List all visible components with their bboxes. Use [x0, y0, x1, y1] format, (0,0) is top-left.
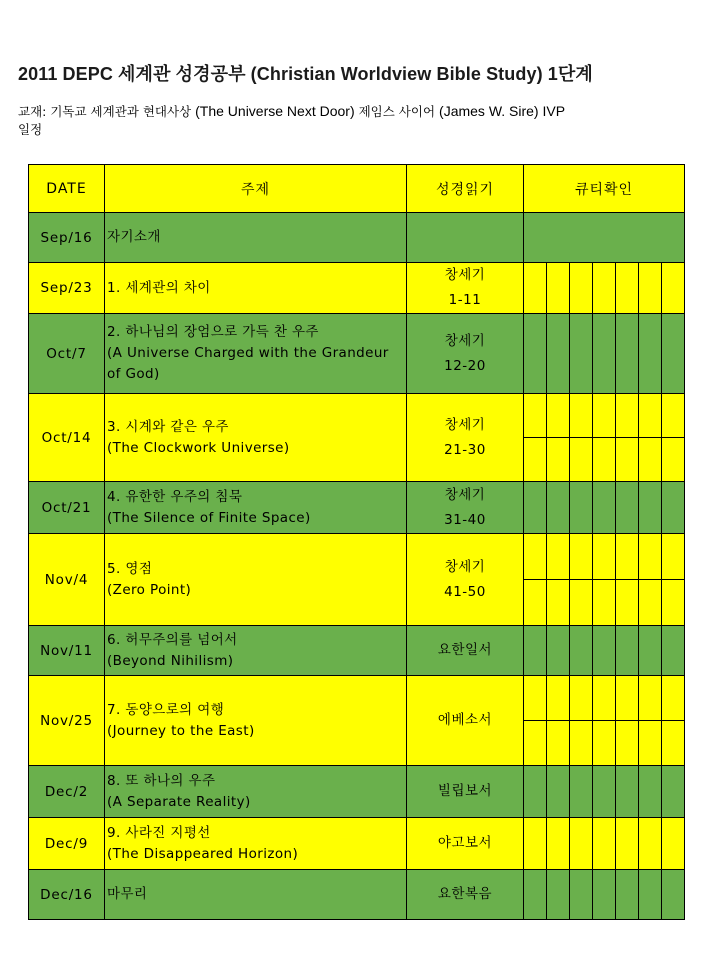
qt-check-cell: [570, 482, 593, 534]
reading-cell: [407, 263, 524, 314]
qt-check-cell: [662, 626, 685, 676]
reading-cell: [407, 534, 524, 626]
reading-cell: [407, 626, 524, 676]
date-cell: Sep/23: [29, 263, 105, 314]
topic-english: (The Clockwork Universe): [107, 439, 290, 456]
qt-check-cell: [639, 626, 662, 676]
topic-english: (The Silence of Finite Space): [107, 509, 311, 526]
reading-cell: [407, 676, 524, 766]
date-cell: Oct/14: [29, 394, 105, 482]
qt-check-cell: [593, 438, 616, 482]
reading-chapters: 1-11: [448, 292, 482, 308]
topic-english: (Zero Point): [107, 581, 192, 598]
topic-korean: 2. 하나님의 장엄으로 가득 찬 우주: [107, 324, 319, 340]
table-row: [29, 766, 685, 818]
qt-check-cell: [616, 394, 639, 438]
qt-check-cell: [662, 721, 685, 766]
topic-cell: [105, 870, 407, 920]
qt-check-cell: [524, 213, 685, 263]
qt-check-cell: [593, 263, 616, 314]
qt-check-cell: [570, 314, 593, 394]
reading-book: 요한복음: [437, 886, 493, 902]
topic-cell: [105, 394, 407, 482]
textbook-line: [18, 102, 565, 121]
qt-check-cell: [662, 482, 685, 534]
qt-check-cell: [639, 314, 662, 394]
reading-book: 창세기: [444, 558, 486, 575]
topic-korean: 5. 영점: [107, 560, 153, 577]
textbook-korean-title: 기독교 세계관과 현대사상: [50, 104, 192, 119]
qt-check-cell: [524, 766, 547, 818]
topic-korean: 8. 또 하나의 우주: [107, 772, 216, 789]
qt-check-cell: [547, 314, 570, 394]
reading-chapters: 21-30: [444, 441, 486, 458]
reading-chapters: 12-20: [444, 357, 486, 374]
table-row: [29, 482, 685, 534]
qt-check-cell: [616, 676, 639, 721]
qt-check-cell: [524, 580, 547, 626]
qt-check-cell: [570, 534, 593, 580]
topic-korean: 자기소개: [107, 229, 161, 245]
topic-korean: 4. 유한한 우주의 침묵: [107, 488, 243, 505]
qt-check-cell: [639, 438, 662, 482]
reading-cell: [407, 482, 524, 534]
qt-check-cell: [593, 676, 616, 721]
table-row: [29, 676, 685, 721]
topic-english: (A Separate Reality): [107, 793, 251, 810]
qt-check-cell: [662, 870, 685, 920]
reading-chapters: 41-50: [444, 583, 486, 600]
qt-check-cell: [616, 438, 639, 482]
header-date: DATE: [29, 165, 105, 213]
qt-check-cell: [616, 818, 639, 870]
topic-korean: 1. 세계관의 차이: [107, 279, 211, 296]
qt-check-cell: [524, 870, 547, 920]
qt-check-cell: [524, 676, 547, 721]
qt-check-cell: [524, 394, 547, 438]
qt-check-cell: [639, 818, 662, 870]
date-cell: Nov/11: [29, 626, 105, 676]
topic-english: (The Disappeared Horizon): [107, 845, 299, 862]
qt-check-cell: [616, 766, 639, 818]
qt-check-cell: [593, 626, 616, 676]
topic-cell: [105, 213, 407, 263]
qt-check-cell: [593, 580, 616, 626]
qt-check-cell: [662, 580, 685, 626]
reading-cell: [407, 818, 524, 870]
table-row: [29, 818, 685, 870]
table-row: [29, 626, 685, 676]
header-qt-check: 큐티확인: [524, 165, 685, 213]
qt-check-cell: [616, 580, 639, 626]
qt-check-cell: [662, 394, 685, 438]
qt-check-cell: [547, 766, 570, 818]
reading-chapters: 31-40: [444, 511, 486, 528]
topic-english: (A Universe Charged with the Grandeur of God): [107, 345, 389, 382]
reading-cell: [407, 870, 524, 920]
date-cell: Nov/25: [29, 676, 105, 766]
reading-book: 요한일서: [437, 642, 493, 658]
qt-check-cell: [524, 438, 547, 482]
qt-check-cell: [662, 263, 685, 314]
reading-book: 창세기: [444, 267, 486, 283]
table-row: [29, 213, 685, 263]
topic-cell: [105, 314, 407, 394]
qt-check-cell: [616, 870, 639, 920]
qt-check-cell: [593, 534, 616, 580]
qt-check-cell: [547, 438, 570, 482]
date-cell: Oct/21: [29, 482, 105, 534]
qt-check-cell: [547, 394, 570, 438]
qt-check-cell: [524, 721, 547, 766]
topic-cell: [105, 482, 407, 534]
topic-cell: [105, 626, 407, 676]
qt-check-cell: [524, 818, 547, 870]
qt-check-cell: [570, 438, 593, 482]
qt-check-cell: [524, 314, 547, 394]
date-cell: Nov/4: [29, 534, 105, 626]
qt-check-cell: [639, 482, 662, 534]
qt-check-cell: [616, 534, 639, 580]
qt-check-cell: [570, 580, 593, 626]
reading-book: 창세기: [444, 332, 486, 349]
qt-check-cell: [662, 438, 685, 482]
qt-check-cell: [547, 534, 570, 580]
topic-english: (Journey to the East): [107, 722, 255, 739]
qt-check-cell: [570, 870, 593, 920]
qt-check-cell: [593, 870, 616, 920]
qt-check-cell: [547, 721, 570, 766]
topic-cell: [105, 534, 407, 626]
qt-check-cell: [547, 676, 570, 721]
date-cell: Dec/9: [29, 818, 105, 870]
table-row: [29, 263, 685, 314]
topic-cell: [105, 818, 407, 870]
reading-cell: [407, 394, 524, 482]
qt-check-cell: [593, 482, 616, 534]
reading-cell: [407, 213, 524, 263]
qt-check-cell: [547, 818, 570, 870]
course-info: [18, 102, 565, 139]
qt-check-cell: [662, 818, 685, 870]
textbook-label: 교재:: [18, 104, 47, 119]
table-row: [29, 534, 685, 580]
qt-check-cell: [593, 766, 616, 818]
author-english: (James W. Sire) IVP: [439, 103, 566, 119]
table-row: [29, 314, 685, 394]
topic-cell: [105, 766, 407, 818]
qt-check-cell: [616, 626, 639, 676]
reading-book: 창세기: [444, 486, 486, 503]
qt-check-cell: [616, 263, 639, 314]
qt-check-cell: [593, 314, 616, 394]
qt-check-cell: [639, 676, 662, 721]
qt-check-cell: [639, 580, 662, 626]
qt-check-cell: [639, 721, 662, 766]
topic-cell: [105, 263, 407, 314]
date-cell: Dec/2: [29, 766, 105, 818]
qt-check-cell: [662, 676, 685, 721]
author-korean: 제임스 사이어: [358, 104, 436, 119]
qt-check-cell: [547, 626, 570, 676]
table-row: [29, 870, 685, 920]
qt-check-cell: [639, 870, 662, 920]
qt-check-cell: [593, 721, 616, 766]
page-title: 2011 DEPC 세계관 성경공부 (Christian Worldview Bible Study) 1단계: [18, 64, 593, 84]
reading-book: 빌립보서: [437, 783, 493, 799]
qt-check-cell: [524, 263, 547, 314]
date-cell: Oct/7: [29, 314, 105, 394]
qt-check-cell: [570, 263, 593, 314]
qt-check-cell: [524, 482, 547, 534]
date-cell: Dec/16: [29, 870, 105, 920]
topic-korean: 9. 사라진 지평선: [107, 824, 211, 841]
qt-check-cell: [593, 394, 616, 438]
qt-check-cell: [662, 314, 685, 394]
qt-check-cell: [570, 721, 593, 766]
reading-cell: [407, 314, 524, 394]
qt-check-cell: [639, 766, 662, 818]
schedule-table: [28, 164, 685, 920]
qt-check-cell: [570, 818, 593, 870]
qt-check-cell: [570, 626, 593, 676]
qt-check-cell: [616, 721, 639, 766]
date-cell: Sep/16: [29, 213, 105, 263]
header-topic: 주제: [105, 165, 407, 213]
qt-check-cell: [570, 394, 593, 438]
reading-book: 에베소서: [437, 712, 493, 728]
header-reading: 성경읽기: [407, 165, 524, 213]
qt-check-cell: [547, 482, 570, 534]
qt-check-cell: [662, 534, 685, 580]
table-row: [29, 394, 685, 438]
header-row: [29, 165, 685, 213]
qt-check-cell: [616, 482, 639, 534]
textbook-english-title: (The Universe Next Door): [195, 103, 355, 119]
schedule-label: 일정: [18, 122, 43, 137]
qt-check-cell: [662, 766, 685, 818]
topic-korean: 6. 허무주의를 넘어서: [107, 631, 238, 648]
qt-check-cell: [524, 626, 547, 676]
qt-check-cell: [570, 766, 593, 818]
reading-cell: [407, 766, 524, 818]
reading-book: 야고보서: [437, 835, 493, 851]
qt-check-cell: [639, 263, 662, 314]
qt-check-cell: [639, 534, 662, 580]
qt-check-cell: [616, 314, 639, 394]
qt-check-cell: [639, 394, 662, 438]
qt-check-cell: [547, 870, 570, 920]
qt-check-cell: [547, 580, 570, 626]
topic-cell: [105, 676, 407, 766]
qt-check-cell: [547, 263, 570, 314]
reading-book: 창세기: [444, 416, 486, 433]
topic-korean: 7. 동양으로의 여행: [107, 701, 225, 718]
topic-korean: 마무리: [107, 886, 148, 902]
topic-english: (Beyond Nihilism): [107, 652, 234, 669]
topic-korean: 3. 시계와 같은 우주: [107, 418, 229, 435]
qt-check-cell: [593, 818, 616, 870]
qt-check-cell: [570, 676, 593, 721]
qt-check-cell: [524, 534, 547, 580]
